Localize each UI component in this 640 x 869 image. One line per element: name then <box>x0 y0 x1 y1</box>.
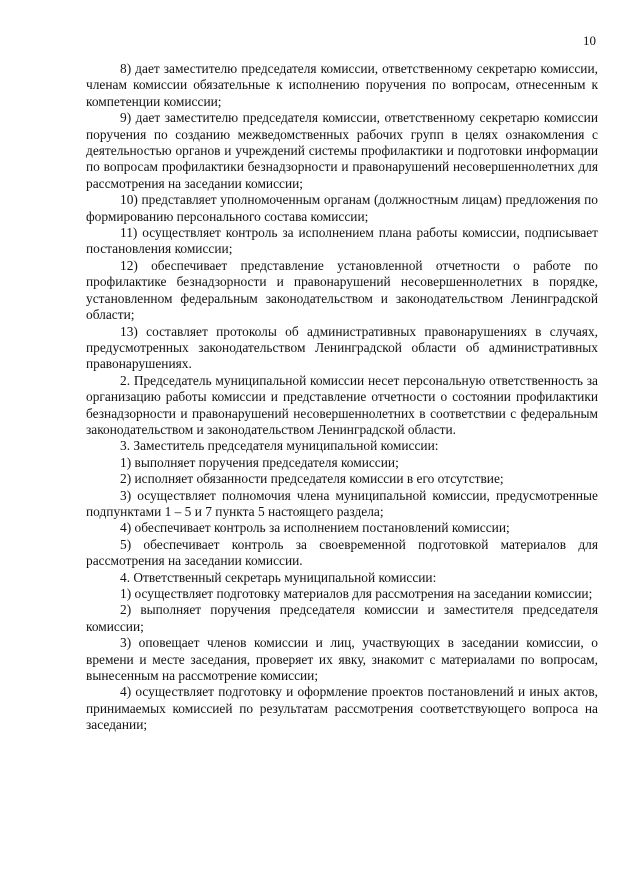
page-number: 10 <box>583 33 596 48</box>
paragraph-4-4: 4) осуществляет подготовку и оформление проектов постановлений и иных актов, принимаемых комиссией по результатам рассмотрения соответствующего вопроса на заседании; <box>86 684 598 733</box>
paragraph-2: 2. Председатель муниципальной комиссии несет персональную ответственность за организацию работы комиссии и представление отчетности о состоянии профилактики безнадзорности и правонарушений несовершеннолетних в соответствии с федеральным законодательством и законодательством Ленинградской области. <box>86 372 598 437</box>
paragraph-4-1: 1) осуществляет подготовку материалов для рассмотрения на заседании комиссии; <box>120 586 593 601</box>
paragraph-1-12: 12) обеспечивает представление установленной отчетности о работе по профилактике безнадзорности и правонарушений несовершеннолетних в порядке, установленном федеральным законодательством и законодательством Ленинградской области; <box>86 257 598 323</box>
paragraph-1-9: 9) дает заместителю председателя комиссии, ответственному секретарю комиссии поручения по созданию межведомственных рабочих групп в целях ознакомления с деятельностью органов и учреждений системы профилактики и подготовки информации по вопросам профилактики безнадзорности и правонарушений несовершеннолетних для рассмотрения на заседании комиссии; <box>86 110 598 191</box>
section-3-heading: 3. Заместитель председателя муниципальной комиссии: <box>120 438 439 454</box>
paragraph-3-5: 5) обеспечивает контроль за своевременной подготовкой материалов для рассмотрения на заседании комиссии. <box>86 536 598 569</box>
paragraph-1-10: 10) представляет уполномоченным органам (должностным лицам) предложения по формированию персонального состава комиссии; <box>86 192 598 224</box>
paragraph-3-1: 1) выполняет поручения председателя комиссии; <box>120 454 399 470</box>
paragraph-1-11: 11) осуществляет контроль за исполнением плана работы комиссии, подписывает постановления комиссии; <box>86 225 598 257</box>
paragraph-3-4: 4) обеспечивает контроль за исполнением постановлений комиссии; <box>120 520 510 536</box>
section-4-heading: 4. Ответственный секретарь муниципальной комиссии: <box>120 569 437 585</box>
document-body <box>86 61 598 734</box>
paragraph-1-13: 13) составляет протоколы об административных правонарушениях в случаях, предусмотренных законодательством Ленинградской области об административных правонарушениях. <box>86 323 598 372</box>
paragraph-3-2: 2) исполняет обязанности председателя комиссии в его отсутствие; <box>120 471 504 487</box>
paragraph-3-3: 3) осуществляет полномочия члена муниципальной комиссии, предусмотренные подпунктами 1 – 5 и 7 пункта 5 настоящего раздела; <box>86 487 598 519</box>
paragraph-4-3: 3) оповещает членов комиссии и лиц, участвующих в заседании комиссии, о времени и месте заседания, проверяет их явку, знакомит с материалами по вопросам, вынесенным на рассмотрение комиссии; <box>86 635 598 684</box>
paragraph-4-2: 2) выполняет поручения председателя комиссии и заместителя председателя комиссии; <box>86 602 598 634</box>
paragraph-1-8: 8) дает заместителю председателя комиссии, ответственному секретарю комиссии, членам комиссии обязательные к исполнению поручения по вопросам, отнесенным к компетенции комиссии; <box>86 61 598 109</box>
